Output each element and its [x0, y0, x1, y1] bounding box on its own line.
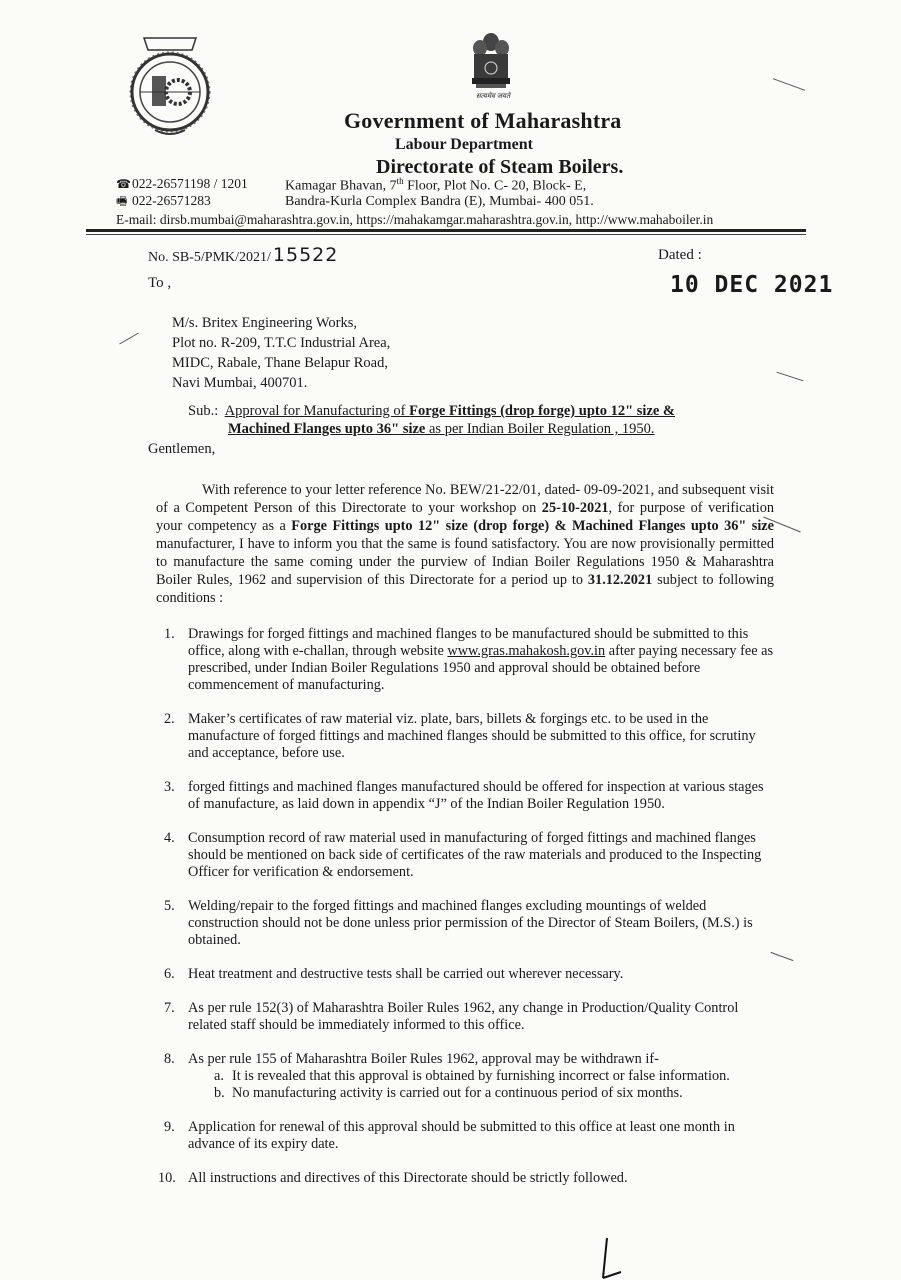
addressee-line: MIDC, Rabale, Thane Belapur Road, — [172, 355, 388, 371]
emblem-motto: सत्यमेव जयते — [476, 92, 510, 100]
condition-text: Heat treatment and destructive tests shall be carried out wherever necessary. — [188, 966, 624, 982]
address-sup: th — [396, 176, 404, 186]
condition-item — [158, 1170, 776, 1187]
subject-line-2 — [188, 420, 675, 438]
condition-number: 1. — [164, 626, 175, 642]
fax-line — [116, 192, 211, 213]
letterhead-department: Labour Department — [395, 136, 533, 153]
condition-item — [164, 1000, 776, 1034]
condition-item — [164, 779, 776, 813]
sub-condition-text: It is revealed that this approval is obtained by furnishing incorrect or false information. — [232, 1068, 730, 1084]
phone-number: 022-26571198 / 1201 — [132, 176, 248, 191]
condition-item — [164, 830, 776, 881]
condition-number: 4. — [164, 830, 175, 846]
subject-text: as per Indian Boiler Regulation , 1950. — [425, 421, 655, 437]
telephone-icon: ☎ — [116, 177, 131, 191]
subject-text-bold: Machined Flanges upto 36" size — [228, 421, 426, 437]
body-paragraph — [156, 481, 774, 607]
letterhead-rule-thin — [86, 234, 806, 235]
gras-website-link[interactable]: www.gras.mahakosh.gov.in — [447, 643, 606, 659]
condition-number: 6. — [164, 966, 175, 982]
subject-line-1 — [188, 402, 675, 420]
addressee-line: Plot no. R-209, T.T.C Industrial Area, — [172, 335, 391, 351]
addressee-block — [172, 313, 390, 393]
reference-prefix: No. SB-5/PMK/2021/ — [148, 250, 271, 265]
letterhead-directorate: Directorate of Steam Boilers. — [376, 156, 624, 178]
condition-number: 7. — [164, 1000, 175, 1016]
condition-text: Consumption record of raw material used in manufacturing of forged fittings and machined flanges should be mentioned on back side of certificates of the raw materials and produced to the Inspecting Officer for verification & endorsement. — [188, 830, 762, 880]
letterhead-rule — [86, 229, 806, 232]
reference-handwritten-number: 15522 — [272, 244, 339, 266]
condition-item — [164, 898, 776, 949]
conditions-list — [158, 626, 776, 1204]
salutation: Gentlemen, — [148, 441, 216, 457]
address-part: Kamagar Bhavan, 7 — [285, 178, 397, 194]
sub-condition-text: No manufacturing activity is carried out for a continuous period of six months. — [232, 1085, 683, 1101]
condition-text: As per rule 152(3) of Maharashtra Boiler Rules 1962, any change in Production/Quality Control related staff should be immediately informed to this office. — [188, 1000, 739, 1033]
scan-speck — [119, 333, 139, 345]
phone-line — [116, 176, 248, 192]
condition-item — [164, 711, 776, 762]
condition-number: 10. — [158, 1170, 176, 1186]
address-part: Floor, Plot No. C- 20, Block- E, — [403, 178, 587, 194]
body-text: manufacturer, I have to inform you that the same is found satisfactory. You are now provisionally permitted to manufacture the same coming under the purview of Indian Boiler Regulations 1950 & Maharashtra Boiler Rules, 1962 and supervision of this Directorate for a period up to — [156, 536, 774, 588]
condition-number: 8. — [164, 1051, 175, 1067]
visit-date: 25-10-2021 — [541, 500, 609, 516]
directorate-seal-logo — [120, 30, 220, 150]
subject-text-bold: Forge Fittings (drop forge) upto 12" size & — [409, 403, 676, 419]
condition-number: 5. — [164, 898, 175, 914]
reference-number — [148, 244, 338, 266]
scan-speck — [777, 372, 804, 382]
condition-text: Maker’s certificates of raw material viz. plate, bars, billets & forgings etc. to be used in the manufacture of forged fittings and machined flanges should be submitted to this office, for scrutiny and acceptance, before use. — [188, 711, 756, 761]
condition-text: Welding/repair to the forged fittings and machined flanges excluding mountings of welded construction should not be done unless prior permission of the Director of Steam Boilers, (M.S.) is obtained. — [188, 898, 753, 948]
condition-item — [164, 966, 776, 983]
condition-text: forged fittings and machined flanges manufactured should be offered for inspection at various stages of manufacture, as laid down in appendix “J” of the Indian Boiler Regulation 1950. — [188, 779, 764, 812]
body-text: subject to following conditions : — [156, 572, 774, 606]
dated-label: Dated : — [658, 247, 702, 263]
body-text: With reference to your letter reference No. BEW/21-22/01, dated- 09-09-2021, and subsequent visit of a Competent Person of this Directorate to your workshop on — [156, 482, 774, 516]
condition-item — [164, 626, 776, 694]
approval-scope: Forge Fittings upto 12" size (drop forge) & Machined Flanges upto 36" size — [291, 518, 774, 534]
addressee-line: Navi Mumbai, 400701. — [172, 375, 308, 391]
sub-condition — [188, 1068, 776, 1085]
body-text: , for purpose of verification your competency as a — [156, 500, 775, 534]
condition-text: As per rule 155 of Maharashtra Boiler Rules 1962, approval may be withdrawn if- — [188, 1051, 659, 1067]
condition-item — [164, 1051, 776, 1102]
validity-date: 31.12.2021 — [587, 572, 653, 588]
fax-number: 022-26571283 — [132, 193, 211, 208]
condition-text: Application for renewal of this approval should be submitted to this office at least one month in advance of its expiry date. — [188, 1119, 735, 1152]
condition-number: 3. — [164, 779, 175, 795]
condition-text: All instructions and directives of this Directorate should be strictly followed. — [188, 1170, 628, 1186]
sub-condition-letter: b. — [214, 1085, 225, 1101]
address-line-2: Bandra-Kurla Complex Bandra (E), Mumbai- 400 051. — [285, 194, 594, 209]
address-line-1 — [285, 176, 586, 195]
condition-item — [164, 1119, 776, 1153]
to-label: To , — [148, 275, 172, 291]
sub-condition-letter: a. — [214, 1068, 224, 1084]
subject-label: Sub.: — [188, 403, 219, 419]
sub-condition — [188, 1085, 776, 1102]
date-stamp: 10 DEC 2021 — [670, 272, 834, 298]
condition-number: 9. — [164, 1119, 175, 1135]
subject-text: Approval for Manufacturing of — [224, 403, 410, 419]
letterhead-title: Government of Maharashtra — [344, 108, 622, 133]
scan-speck — [773, 78, 805, 91]
fax-icon: 🖷 — [116, 194, 128, 208]
addressee-line: M/s. Britex Engineering Works, — [172, 315, 358, 331]
condition-text: Drawings for forged fittings and machined flanges to be manufactured should be submitted to this office, along with e-challan, through website — [188, 626, 749, 659]
condition-number: 2. — [164, 711, 175, 727]
condition-text: after paying necessary fee as prescribed, under Indian Boiler Regulations 1950 and approval should be obtained before commencement of manufacturing. — [188, 643, 774, 693]
contact-line: E-mail: dirsb.mumbai@maharashtra.gov.in, https://mahakamgar.maharashtra.gov.in, http://www.mahaboiler.in — [116, 212, 714, 227]
subject-block — [188, 402, 675, 438]
signature-mark — [595, 1236, 625, 1280]
